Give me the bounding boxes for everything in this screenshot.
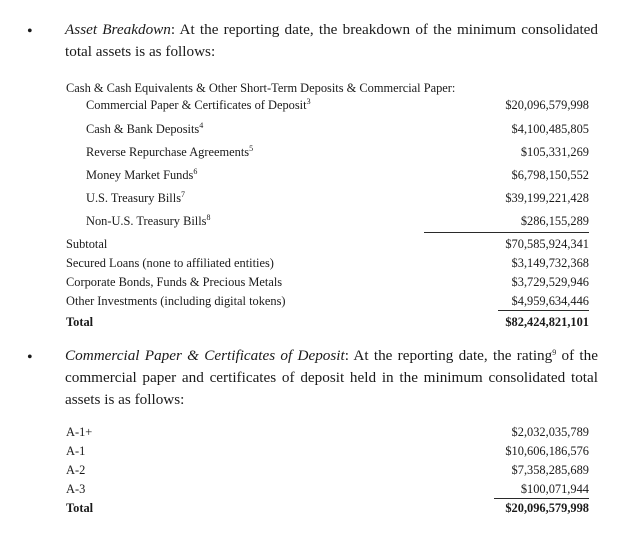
bullet-commercial-paper: • (27, 349, 33, 366)
table-row (66, 460, 589, 480)
total-value: $82,424,821,101 (505, 315, 589, 329)
row-value: $39,199,221,428 (505, 191, 589, 205)
rating-value: $10,606,186,576 (505, 444, 589, 458)
rating-value: $2,032,035,789 (511, 425, 589, 439)
table-row (66, 272, 589, 292)
row-label: Corporate Bonds, Funds & Precious Metals (66, 275, 283, 289)
footnote-ref: 4 (199, 121, 204, 130)
footnote-ref: 7 (181, 190, 186, 199)
rating-value: $7,358,285,689 (511, 463, 589, 477)
table-row (66, 188, 589, 208)
footnote-ref: 9 (552, 348, 557, 357)
table-row (66, 119, 589, 139)
row-label: Non-U.S. Treasury Bills$^8$ (86, 213, 211, 228)
asset-breakdown-intro (65, 19, 598, 63)
row-value: $286,155,289 (520, 214, 589, 228)
row-value: $3,149,732,368 (511, 256, 589, 270)
group-header: Cash & Cash Equivalents & Other Short-Term Deposits & Commercial Paper: (66, 81, 456, 95)
row-value: $3,729,529,946 (511, 275, 589, 289)
table-row (66, 95, 589, 115)
row-label: Other Investments (including digital tokens) (66, 294, 286, 308)
table-row (66, 211, 589, 231)
table-row (66, 291, 589, 311)
ratings-total-row (66, 498, 589, 518)
subtotal-divider (424, 232, 589, 233)
row-label: Commercial Paper & Certificates of Deposit$^3$ (86, 97, 311, 112)
row-value: $4,100,485,805 (511, 122, 589, 136)
row-label: Reverse Repurchase Agreements$^5$ (86, 144, 254, 159)
total-row (66, 312, 589, 332)
table-row (66, 142, 589, 162)
asset-breakdown-title: Asset Breakdown (65, 21, 171, 38)
rating-label: A-2 (66, 463, 86, 477)
table-row (66, 253, 589, 273)
footnote-ref: 8 (206, 213, 211, 222)
bullet-asset-breakdown: • (27, 23, 33, 40)
subtotal-value: $70,585,924,341 (505, 237, 589, 251)
row-value: $20,096,579,998 (505, 98, 589, 112)
total-divider (498, 310, 589, 311)
ratings-total-value: $20,096,579,998 (505, 501, 589, 515)
commercial-paper-intro: Commercial Paper & Certificates of Deposit: At the reporting date, the rating$^9$ of the commercial paper and certificates of deposit held in the minimum consolidated total assets is as follows: (65, 347, 598, 408)
subtotal-row (66, 234, 589, 254)
row-label: Money Market Funds$^6$ (86, 167, 198, 182)
footnote-ref: 6 (193, 167, 198, 176)
row-label: U.S. Treasury Bills$^7$ (86, 190, 186, 205)
table-row (66, 165, 589, 185)
commercial-paper-title: Commercial Paper & Certificates of Deposit (65, 347, 345, 364)
table-row (66, 479, 589, 499)
row-value: $105,331,269 (520, 145, 589, 159)
footnote-ref: 5 (249, 144, 254, 153)
table-row (66, 441, 589, 461)
row-value: $4,959,634,446 (511, 294, 589, 308)
subtotal-label: Subtotal (66, 237, 108, 251)
asset-breakdown-text: : At the reporting date, the breakdown of the minimum consolidated total assets is as follows: (65, 21, 598, 60)
total-label: Total (66, 315, 94, 329)
rating-label: A-1 (66, 444, 86, 458)
row-value: $6,798,150,552 (511, 168, 589, 182)
ratings-total-label: Total (66, 501, 94, 515)
rating-value: $100,071,944 (520, 482, 589, 496)
table-row (66, 422, 589, 442)
rating-label: A-1+ (66, 425, 93, 439)
row-label: Cash & Bank Deposits$^4$ (86, 121, 204, 136)
footnote-ref: 3 (306, 97, 311, 106)
row-label: Secured Loans (none to affiliated entities) (66, 256, 274, 270)
rating-label: A-3 (66, 482, 86, 496)
